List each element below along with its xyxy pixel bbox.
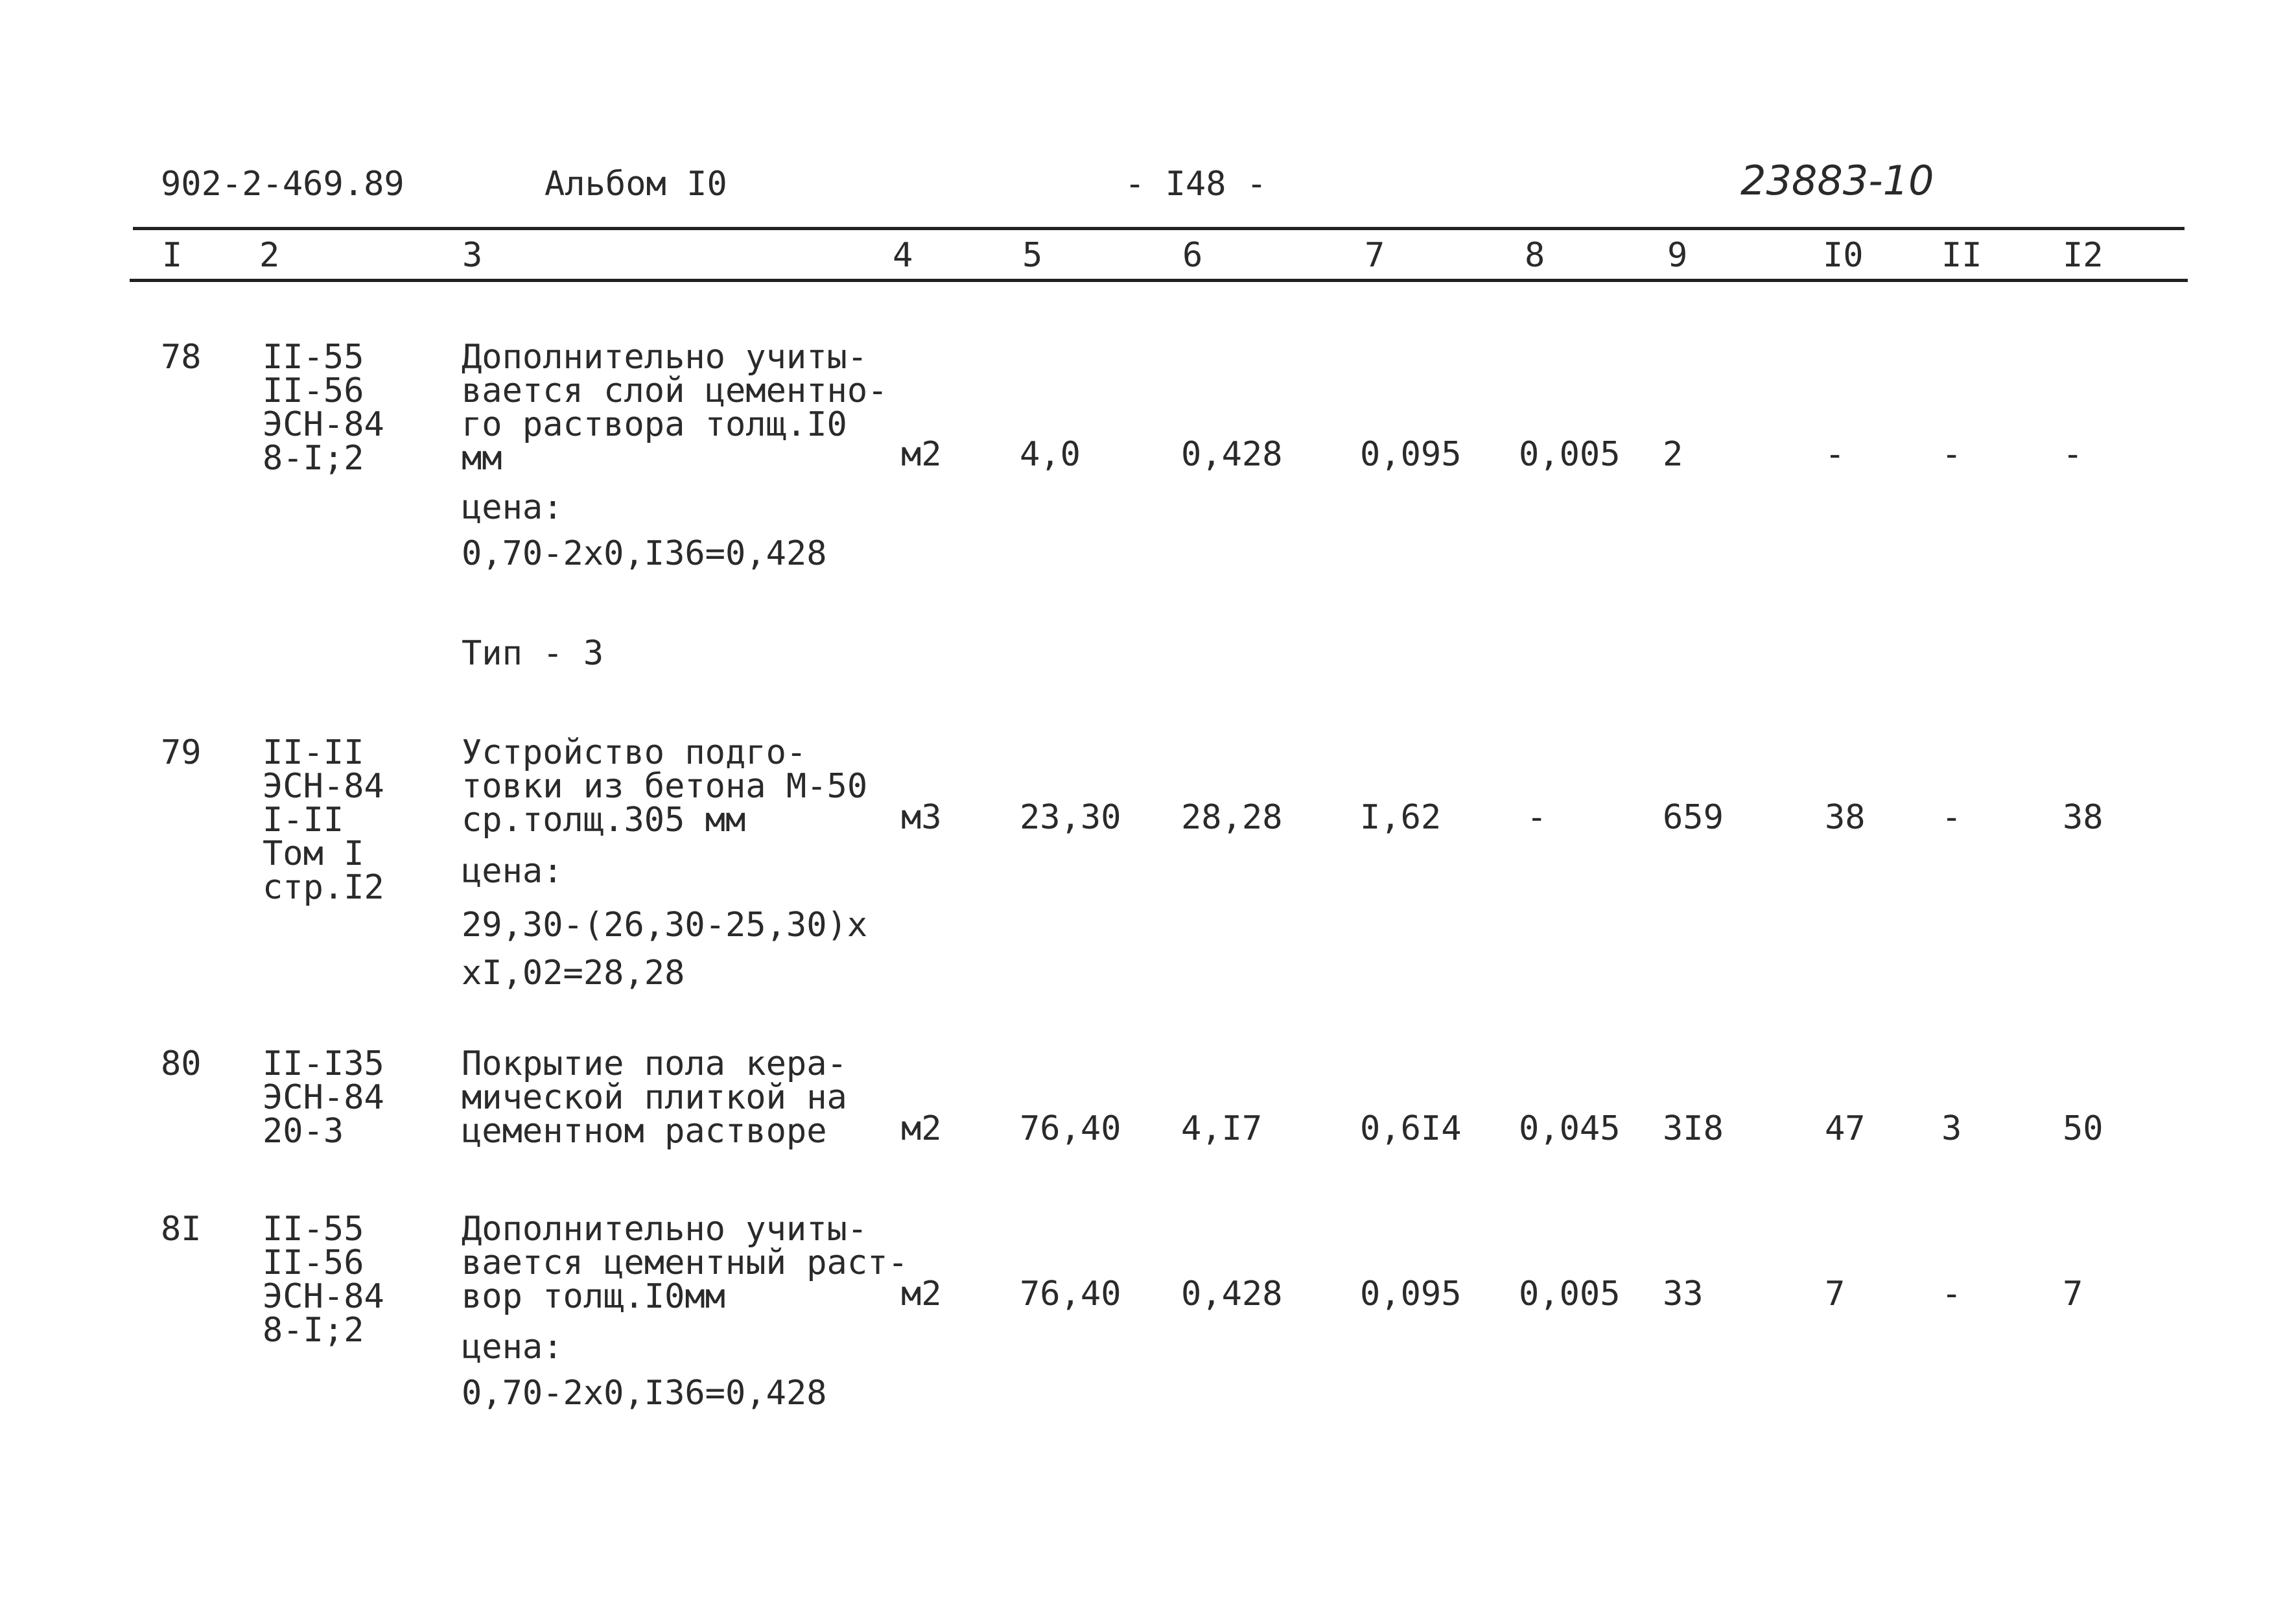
cell-unit-price: 0,428 [1181, 435, 1283, 474]
cell-total: 659 [1663, 798, 1724, 837]
cell-quantity: 76,40 [1020, 1109, 1121, 1148]
cell-col12: 38 [2063, 798, 2103, 837]
column-header: 4 [893, 236, 913, 275]
cell-col8: 0,005 [1519, 435, 1621, 474]
column-header: 6 [1182, 236, 1203, 275]
unit: м2 [901, 435, 942, 474]
cell-col10: 38 [1825, 798, 1866, 837]
price-calculation: 0,70-2x0,I36=0,428 [462, 534, 827, 573]
row-number: 80 [161, 1044, 202, 1083]
norm-code: II-I35 ЭСН-84 20-3 [263, 1044, 384, 1151]
cell-total: 33 [1663, 1275, 1704, 1313]
album-label: Альбом I0 [545, 165, 727, 204]
cell-col10: 47 [1825, 1109, 1866, 1148]
cell-unit-price: 28,28 [1181, 798, 1283, 837]
column-header: I2 [2063, 236, 2103, 275]
page-number: - I48 - [1125, 165, 1267, 204]
document-code: 902-2-469.89 [161, 165, 404, 204]
cell-quantity: 23,30 [1020, 798, 1121, 837]
cell-col12: - [2063, 435, 2083, 474]
sheet-number: 23883-10 [1740, 157, 1934, 204]
price-label: цена: [462, 488, 563, 527]
row-number: 78 [161, 338, 202, 377]
column-header: 9 [1667, 236, 1688, 275]
cell-quantity: 76,40 [1020, 1275, 1121, 1313]
cell-total: 2 [1663, 435, 1683, 474]
cell-col7: 0,095 [1360, 1275, 1462, 1313]
column-header: 5 [1022, 236, 1043, 275]
price-label: цена: [462, 852, 563, 891]
column-header: 2 [259, 236, 280, 275]
cell-col8: - [1527, 798, 1547, 837]
work-description: Покрытие пола кера- мической плиткой на цементном растворе [462, 1044, 847, 1151]
cell-col7: 0,095 [1360, 435, 1462, 474]
table-top-rule [133, 227, 2185, 230]
cell-col7: 0,6I4 [1360, 1109, 1462, 1148]
cell-col7: I,62 [1360, 798, 1442, 837]
work-description: Дополнительно учиты- вается слой цементно- го раствора толщ.I0 мм [462, 338, 888, 478]
cell-total: 3I8 [1663, 1109, 1724, 1148]
column-header: 3 [462, 236, 483, 275]
section-heading: Тип - 3 [462, 634, 604, 673]
unit: м3 [901, 798, 942, 837]
norm-code: II-55 II-56 ЭСН-84 8-I;2 [263, 338, 384, 478]
cell-unit-price: 0,428 [1181, 1275, 1283, 1313]
price-label: цена: [462, 1328, 563, 1367]
price-calculation: 29,30-(26,30-25,30)x xI,02=28,28 [462, 906, 868, 993]
norm-code: II-55 II-56 ЭСН-84 8-I;2 [263, 1210, 384, 1350]
cell-quantity: 4,0 [1020, 435, 1081, 474]
cell-col10: 7 [1825, 1275, 1846, 1313]
cell-col8: 0,005 [1519, 1275, 1621, 1313]
cell-col11: 3 [1941, 1109, 1962, 1148]
cell-unit-price: 4,I7 [1181, 1109, 1263, 1148]
price-calculation: 0,70-2x0,I36=0,428 [462, 1374, 827, 1413]
work-description: Дополнительно учиты- вается цементный раст- вор толщ.I0мм [462, 1210, 908, 1316]
cell-col11: - [1941, 1275, 1962, 1313]
cell-col11: - [1941, 435, 1962, 474]
unit: м2 [901, 1109, 942, 1148]
row-number: 8I [161, 1210, 202, 1249]
cell-col8: 0,045 [1519, 1109, 1621, 1148]
cell-col12: 7 [2063, 1275, 2083, 1313]
cell-col10: - [1825, 435, 1846, 474]
row-number: 79 [161, 733, 202, 772]
column-header: I [162, 236, 183, 275]
norm-code: II-II ЭСН-84 I-II Том I стр.I2 [263, 733, 384, 907]
table-header-bottom-rule [130, 279, 2188, 282]
column-header: 8 [1525, 236, 1545, 275]
unit: м2 [901, 1275, 942, 1313]
cell-col11: - [1941, 798, 1962, 837]
cell-col12: 50 [2063, 1109, 2103, 1148]
work-description: Устройство подго- товки из бетона М-50 ср.толщ.305 мм [462, 733, 868, 840]
column-header: II [1941, 236, 1982, 275]
column-header: I0 [1823, 236, 1864, 275]
column-header: 7 [1365, 236, 1385, 275]
